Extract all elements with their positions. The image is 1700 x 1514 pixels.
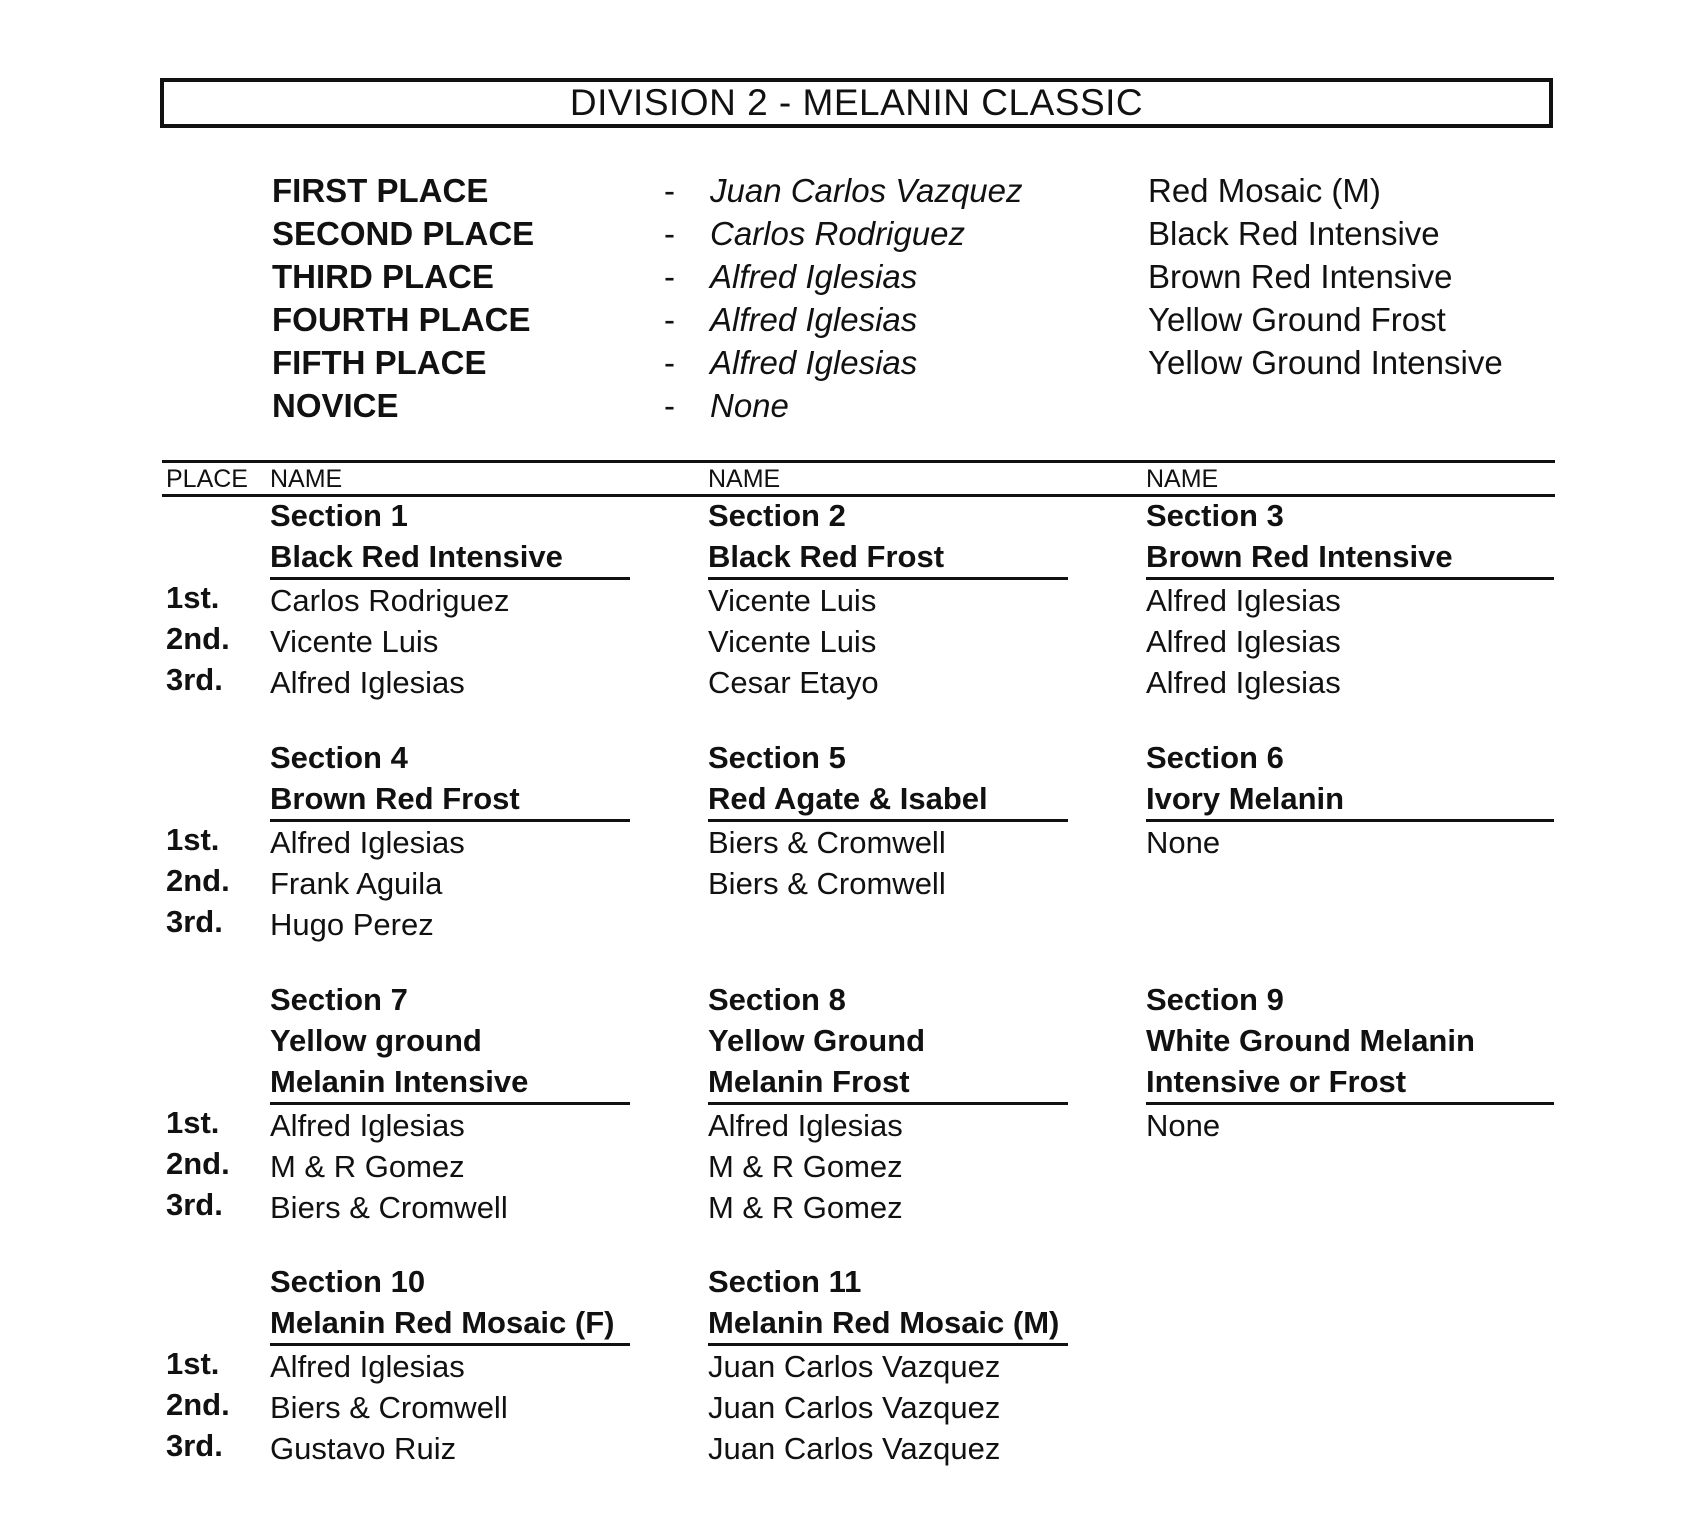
entry-name: Alfred Iglesias: [1146, 624, 1341, 659]
section-heading: [708, 737, 1068, 822]
section-number: Section 1: [270, 498, 408, 533]
place-column: [166, 1102, 256, 1225]
section-variety: Melanin Frost: [708, 1064, 910, 1099]
section-heading: [708, 495, 1068, 580]
section-card: [1146, 495, 1554, 703]
entry-name: Biers & Cromwell: [708, 866, 946, 901]
overall-place: FIRST PLACE: [272, 172, 489, 209]
entry-name: Biers & Cromwell: [270, 1390, 508, 1425]
section-number: Section 5: [708, 740, 846, 775]
overall-variety: Black Red Intensive: [1148, 215, 1440, 252]
section-card: [708, 737, 1068, 904]
overall-row: [0, 387, 1700, 430]
entry-name: Biers & Cromwell: [708, 825, 946, 860]
place-label: 2nd.: [166, 621, 230, 656]
place-label: 2nd.: [166, 863, 230, 898]
section-variety: Brown Red Frost: [270, 781, 520, 816]
section-heading: [1146, 495, 1554, 580]
place-label: 3rd.: [166, 1187, 223, 1222]
header-place: PLACE: [166, 465, 248, 493]
entry-name: Alfred Iglesias: [708, 1108, 903, 1143]
entry-name: Juan Carlos Vazquez: [708, 1390, 1001, 1425]
entry-name: Alfred Iglesias: [1146, 665, 1341, 700]
entry-name: None: [1146, 1108, 1221, 1143]
entry-name: Cesar Etayo: [708, 665, 879, 700]
section-heading: [270, 737, 630, 822]
place-column: [166, 577, 256, 700]
section-number: Section 11: [708, 1264, 862, 1299]
section-heading: [708, 1261, 1068, 1346]
section-card: [270, 737, 630, 945]
place-label: 3rd.: [166, 904, 223, 939]
section-heading: [708, 979, 1068, 1105]
section-card: [270, 495, 630, 703]
header-name-3: NAME: [1146, 465, 1219, 493]
place-label: 1st.: [166, 822, 220, 857]
entry-name: Juan Carlos Vazquez: [708, 1349, 1001, 1384]
place-label: 1st.: [166, 1105, 220, 1140]
place-label: 2nd.: [166, 1146, 230, 1181]
overall-place: FOURTH PLACE: [272, 301, 531, 338]
place-label: 3rd.: [166, 662, 223, 697]
section-variety: Brown Red Intensive: [1146, 539, 1453, 574]
overall-row: [0, 215, 1700, 258]
section-variety: Melanin Red Mosaic (F): [270, 1305, 615, 1340]
overall-row: [0, 258, 1700, 301]
overall-variety: Red Mosaic (M): [1148, 172, 1381, 209]
section-heading: [1146, 979, 1554, 1105]
entry-name: Carlos Rodriguez: [270, 583, 510, 618]
entry-name: M & R Gomez: [708, 1149, 903, 1184]
section-variety: White Ground Melanin: [1146, 1023, 1475, 1058]
overall-variety: Yellow Ground Frost: [1148, 301, 1446, 338]
entry-name: Frank Aguila: [270, 866, 443, 901]
section-card: [1146, 737, 1554, 863]
place-column: [166, 819, 256, 942]
overall-row: [0, 172, 1700, 215]
section-number: Section 8: [708, 982, 846, 1017]
overall-row: [0, 344, 1700, 387]
overall-dash: -: [664, 301, 675, 338]
overall-dash: -: [664, 387, 675, 424]
entry-name: Alfred Iglesias: [1146, 583, 1341, 618]
section-card: [708, 979, 1068, 1228]
entry-name: Alfred Iglesias: [270, 1349, 465, 1384]
section-variety: Red Agate & Isabel: [708, 781, 988, 816]
entry-name: M & R Gomez: [270, 1149, 465, 1184]
entry-name: Vicente Luis: [708, 624, 877, 659]
section-variety: Black Red Frost: [708, 539, 945, 574]
overall-variety: Yellow Ground Intensive: [1148, 344, 1503, 381]
section-card: [708, 495, 1068, 703]
entry-name: Hugo Perez: [270, 907, 434, 942]
overall-dash: -: [664, 215, 675, 252]
overall-winner: Alfred Iglesias: [710, 258, 918, 295]
overall-winner: Alfred Iglesias: [710, 344, 918, 381]
section-variety: Yellow ground: [270, 1023, 482, 1058]
section-heading: [270, 495, 630, 580]
overall-variety: Brown Red Intensive: [1148, 258, 1453, 295]
section-card: [270, 979, 630, 1228]
place-label: 2nd.: [166, 1387, 230, 1422]
section-heading: [1146, 737, 1554, 822]
entry-name: Gustavo Ruiz: [270, 1431, 457, 1466]
overall-place: FIFTH PLACE: [272, 344, 487, 381]
section-variety: Melanin Intensive: [270, 1064, 529, 1099]
section-number: Section 2: [708, 498, 846, 533]
overall-winner: Juan Carlos Vazquez: [710, 172, 1023, 209]
section-variety: Yellow Ground: [708, 1023, 926, 1058]
entry-name: M & R Gomez: [708, 1190, 903, 1225]
section-variety: Intensive or Frost: [1146, 1064, 1407, 1099]
entry-name: None: [1146, 825, 1221, 860]
section-card: [270, 1261, 630, 1469]
entry-name: Alfred Iglesias: [270, 665, 465, 700]
header-rule-top: [162, 460, 1555, 463]
header-name-2: NAME: [708, 465, 781, 493]
section-number: Section 9: [1146, 982, 1284, 1017]
section-variety: Melanin Red Mosaic (M): [708, 1305, 1060, 1340]
entry-name: Vicente Luis: [708, 583, 877, 618]
entry-name: Alfred Iglesias: [270, 825, 465, 860]
section-number: Section 7: [270, 982, 408, 1017]
overall-winner: Alfred Iglesias: [710, 301, 918, 338]
overall-row: [0, 301, 1700, 344]
overall-place: THIRD PLACE: [272, 258, 494, 295]
entry-name: Juan Carlos Vazquez: [708, 1431, 1001, 1466]
section-number: Section 6: [1146, 740, 1284, 775]
section-number: Section 4: [270, 740, 408, 775]
section-heading: [270, 979, 630, 1105]
section-heading: [270, 1261, 630, 1346]
place-column: [166, 1343, 256, 1466]
section-card: [708, 1261, 1068, 1469]
section-variety: Black Red Intensive: [270, 539, 563, 574]
overall-dash: -: [664, 258, 675, 295]
entry-name: Biers & Cromwell: [270, 1190, 508, 1225]
overall-place: SECOND PLACE: [272, 215, 535, 252]
section-number: Section 10: [270, 1264, 426, 1299]
page-title: DIVISION 2 - MELANIN CLASSIC: [160, 78, 1553, 128]
entry-name: Vicente Luis: [270, 624, 439, 659]
section-number: Section 3: [1146, 498, 1284, 533]
header-name-1: NAME: [270, 465, 343, 493]
overall-winner: Carlos Rodriguez: [710, 215, 965, 252]
overall-winner: None: [710, 387, 789, 424]
overall-place: NOVICE: [272, 387, 399, 424]
entry-name: Alfred Iglesias: [270, 1108, 465, 1143]
overall-dash: -: [664, 172, 675, 209]
place-label: 3rd.: [166, 1428, 223, 1463]
section-variety: Ivory Melanin: [1146, 781, 1345, 816]
section-card: [1146, 979, 1554, 1146]
overall-dash: -: [664, 344, 675, 381]
overall-winners: [0, 172, 1700, 430]
place-label: 1st.: [166, 580, 220, 615]
place-label: 1st.: [166, 1346, 220, 1381]
